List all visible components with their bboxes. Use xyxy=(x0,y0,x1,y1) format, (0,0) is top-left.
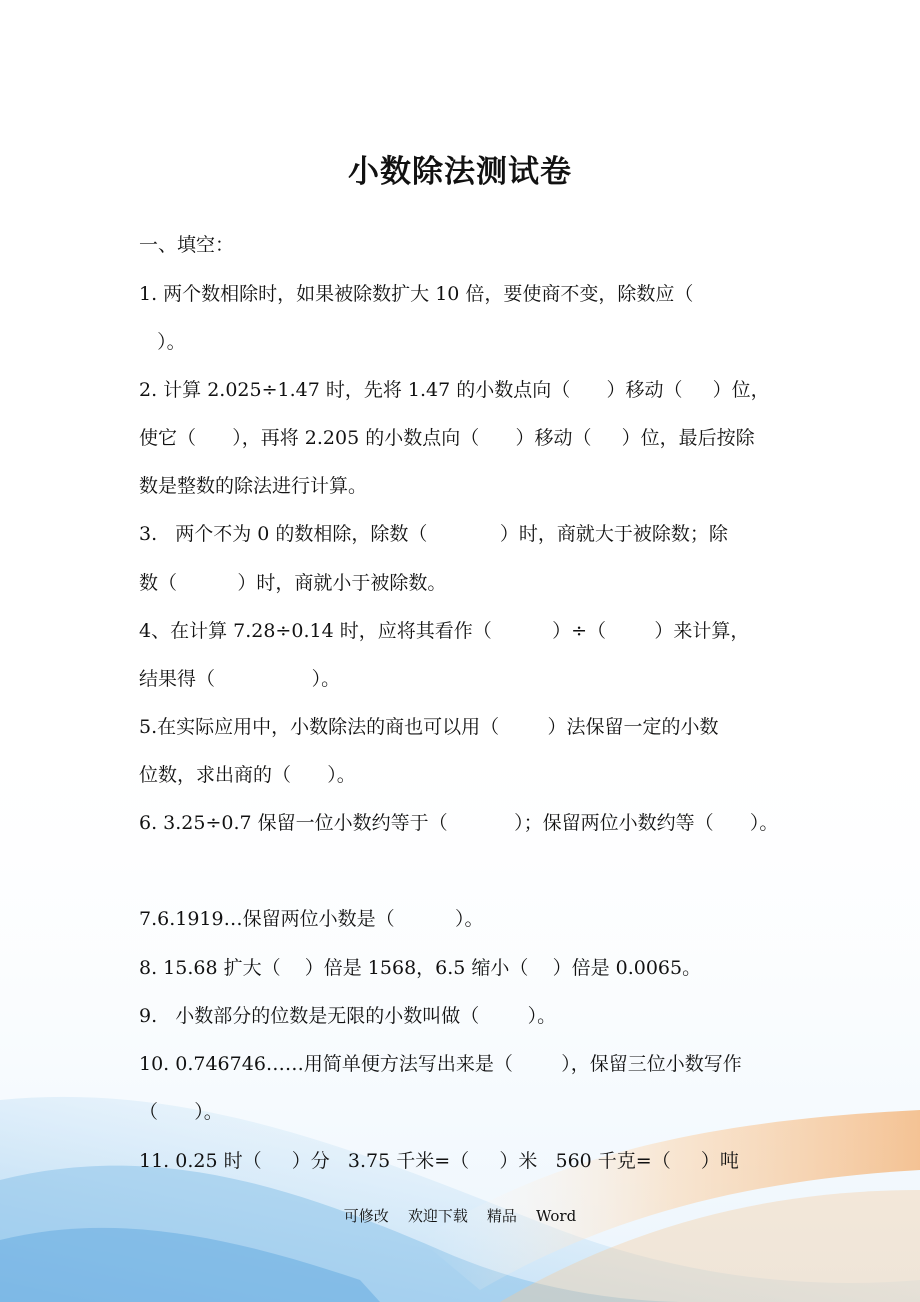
question-line: 11. 0.25 时（ ）分 3.75 千米=（ ）米 560 千克=（ ）吨 xyxy=(139,1150,739,1172)
question-line: 8. 15.68 扩大（ ）倍是 1568，6.5 缩小（ ）倍是 0.0065。 xyxy=(139,957,702,979)
question-line: 结果得（ ）。 xyxy=(139,668,341,690)
page-footer: 可修改 欢迎下载 精品 Word xyxy=(343,1207,577,1225)
question-line: 使它（ ），再将 2.205 的小数点向（ ）移动（ ）位，最后按除 xyxy=(139,427,755,449)
question-line: 7.6.1919…保留两位小数是（ ）。 xyxy=(139,908,484,930)
question-line: 2. 计算 2.025÷1.47 时，先将 1.47 的小数点向（ ）移动（ ）位， xyxy=(139,379,770,401)
question-line: 4、在计算 7.28÷0.14 时，应将其看作（ ）÷（ ）来计算， xyxy=(139,620,750,642)
question-line: （ ）。 xyxy=(139,1101,223,1123)
page-title: 小数除法测试卷 xyxy=(348,154,572,190)
question-line: 5.在实际应用中，小数除法的商也可以用（ ）法保留一定的小数 xyxy=(139,716,719,738)
question-line: ）。 xyxy=(139,331,186,353)
question-line: 10. 0.746746……用简单便方法写出来是（ ），保留三位小数写作 xyxy=(139,1053,742,1075)
question-line: 位数，求出商的（ ）。 xyxy=(139,764,356,786)
section-heading: 一、填空： xyxy=(139,234,235,256)
question-line: 3. 两个不为 0 的数相除，除数（ ）时，商就大于被除数；除 xyxy=(139,523,728,545)
question-line: 9. 小数部分的位数是无限的小数叫做（ ）。 xyxy=(139,1005,557,1027)
question-line: 数是整数的除法进行计算。 xyxy=(139,475,368,497)
question-line: 1. 两个数相除时，如果被除数扩大 10 倍，要使商不变，除数应（ xyxy=(139,283,694,305)
question-line: 6. 3.25÷0.7 保留一位小数约等于（ ）；保留两位小数约等（ ）。 xyxy=(139,812,779,834)
question-line: 数（ ）时，商就小于被除数。 xyxy=(139,572,447,594)
